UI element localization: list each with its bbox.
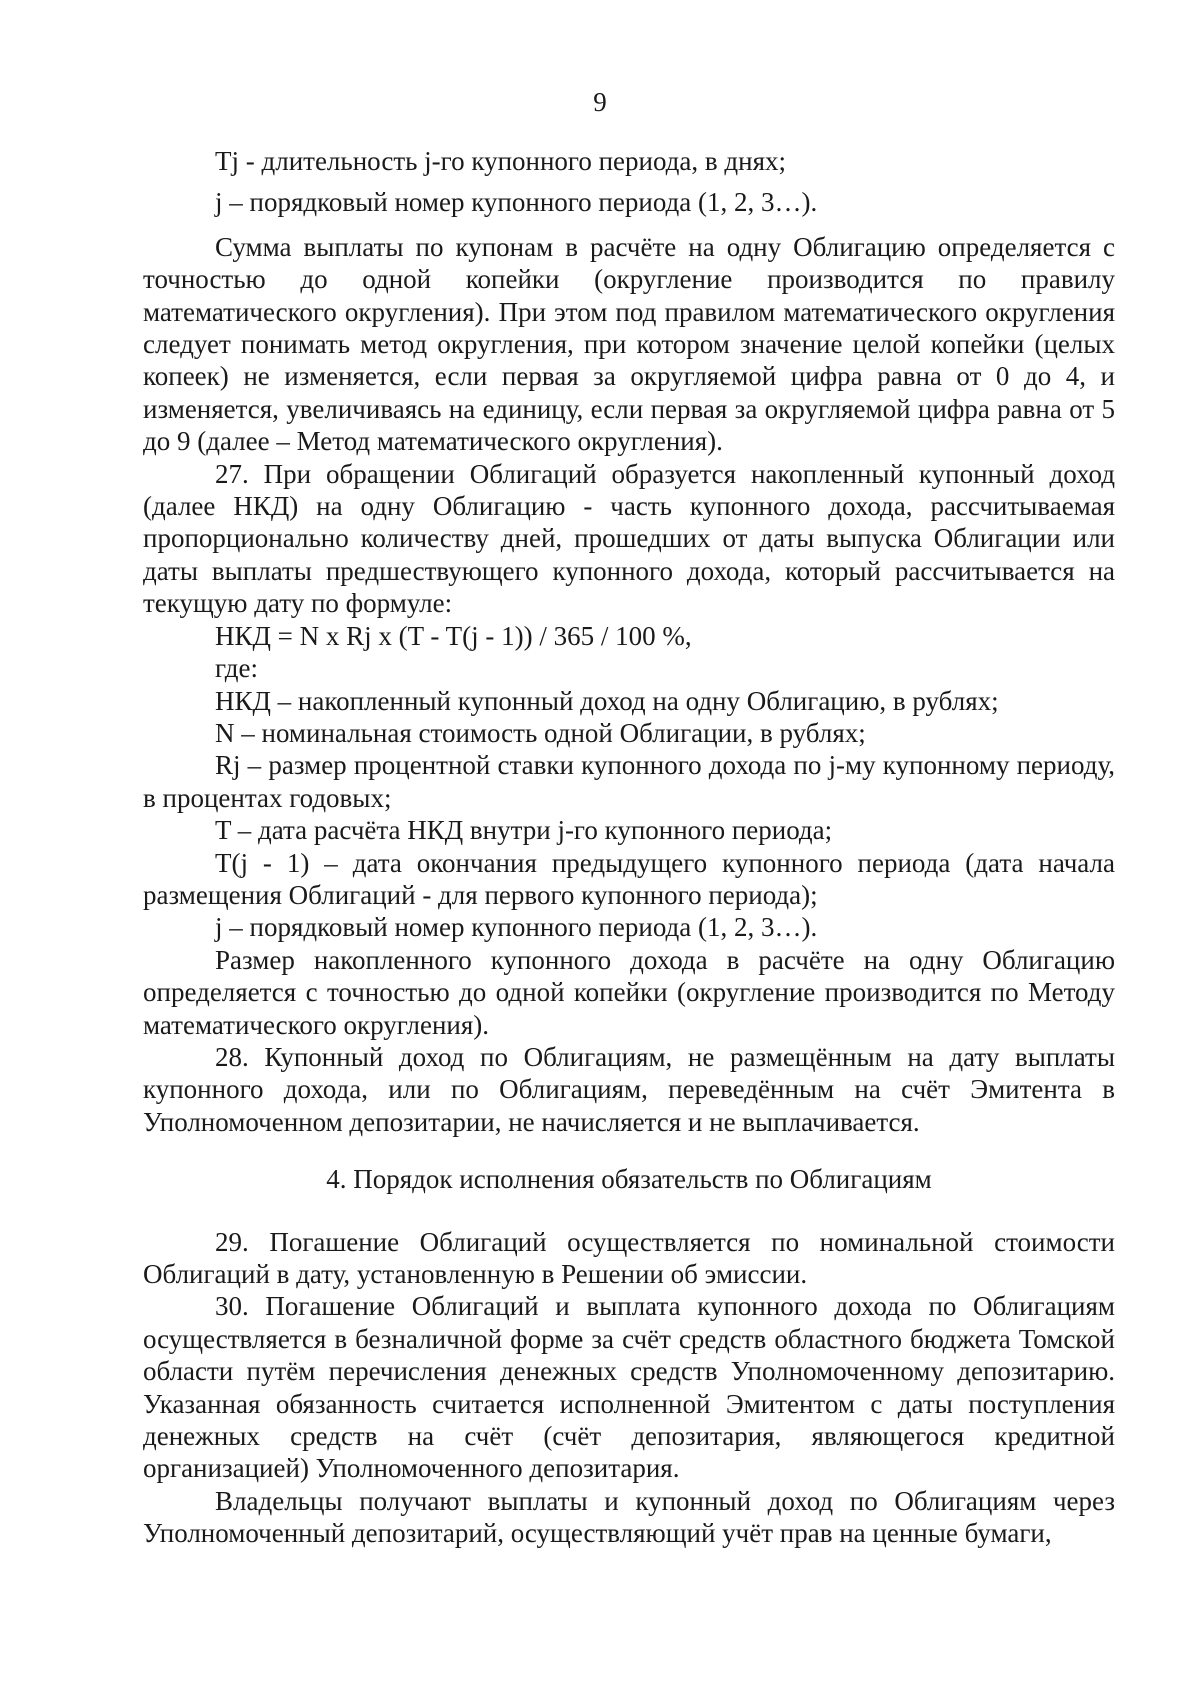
definition-tj: Tj - длительность j-го купонного периода, в днях; <box>215 146 786 176</box>
paragraph-rounding-rule: Сумма выплаты по купонам в расчёте на одну Облигацию определяется с точностью до одной копейки (округление производится по правилу математического округления). При этом под правилом математического округления следует понимать метод округления, при котором значение целой копейки (целых копеек) не изменяется, если первая за округляемой цифра равна от 0 до 4, и изменяется, увеличиваясь на единицу, если первая за округляемой цифра равна от 5 до 9 (далее – Метод математического округления). <box>143 231 1115 457</box>
paragraph-27: 27. При обращении Облигаций образуется накопленный купонный доход (далее НКД) на одну Облигацию - часть купонного дохода, рассчитываемая пропорционально количеству дней, прошедших от даты выпуска Облигации или даты выплаты предшествующего купонного дохода, который рассчитывается на текущую дату по формуле: <box>143 458 1115 619</box>
paragraph-owners: Владельцы получают выплаты и купонный доход по Облигациям через Уполномоченный депозитарий, осуществляющий учёт прав на ценные бумаги, <box>143 1485 1115 1549</box>
definition-t-j-1: T(j - 1) – дата окончания предыдущего купонного периода (дата начала размещения Облигаций - для первого купонного периода); <box>143 847 1115 910</box>
definition-j-repeat: j – порядковый номер купонного периода (1, 2, 3…). <box>215 912 818 943</box>
paragraph-28: 28. Купонный доход по Облигациям, не размещённым на дату выплаты купонного дохода, или по Облигациям, переведённым на счёт Эмитента в Уполномоченном депозитарии, не начисляется и не выплачивается. <box>143 1041 1115 1137</box>
paragraph-30: 30. Погашение Облигаций и выплата купонного дохода по Облигациям осуществляется в безналичной форме за счёт средств областного бюджета Томской области путём перечисления денежных средств Уполномоченному депозитарию. Указанная обязанность считается исполненной Эмитентом с даты поступления денежных средств на счёт (счёт депозитария, являющегося кредитной организацией) Уполномоченного депозитария. <box>143 1291 1115 1484</box>
definition-t: T – дата расчёта НКД внутри j-го купонного периода; <box>215 815 833 846</box>
formula-where: где: <box>215 653 258 684</box>
formula-nkd: НКД = N x Rj x (T - T(j - 1)) / 365 / 100 %, <box>215 620 692 651</box>
definition-n: N – номинальная стоимость одной Облигации, в рублях; <box>215 717 866 748</box>
definition-j: j – порядковый номер купонного периода (1, 2, 3…). <box>215 187 818 218</box>
section-heading: 4. Порядок исполнения обязательств по Облигациям <box>326 1164 932 1195</box>
paragraph-nkd-rounding: Размер накопленного купонного дохода в расчёте на одну Облигацию определяется с точностью до одной копейки (округление производится по Методу математического округления). <box>143 944 1115 1040</box>
document-body <box>143 145 1115 1550</box>
page-number: 9 <box>593 87 607 117</box>
paragraph-29: 29. Погашение Облигаций осуществляется по номинальной стоимости Облигаций в дату, установленную в Решении об эмиссии. <box>143 1226 1115 1289</box>
definition-nkd: НКД – накопленный купонный доход на одну Облигацию, в рублях; <box>215 685 999 716</box>
definition-rj: Rj – размер процентной ставки купонного дохода по j-му купонному периоду, в процентах годовых; <box>143 750 1115 813</box>
